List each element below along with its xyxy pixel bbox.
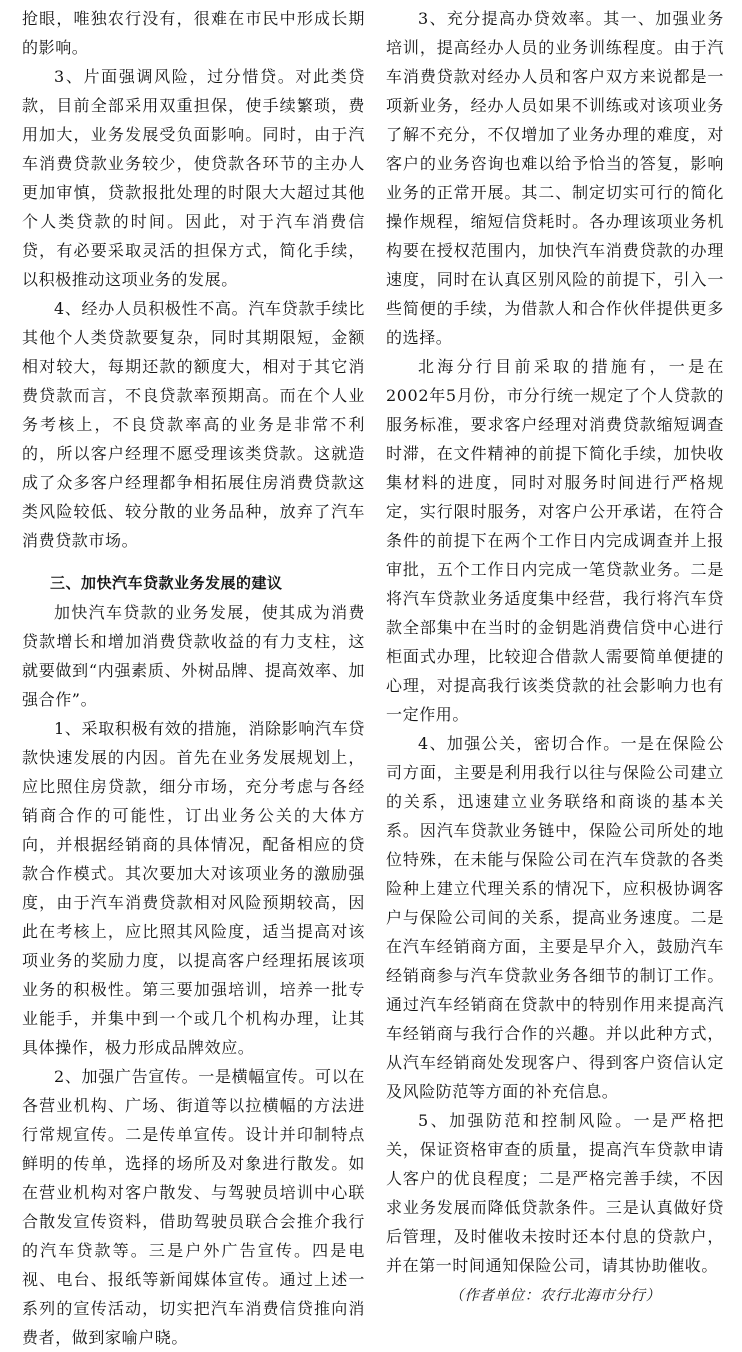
right-column (386, 4, 724, 1311)
section-heading-suggestions: 三、加快汽车贷款业务发展的建议 (50, 574, 283, 592)
paragraph-measure-5-risk-control: 5、加强防范和控制风险。一是严格把关，保证资格审查的质量，提高汽车贷款申请人客户的优良程度；二是严格完善手续，不因求业务发展而降低贷款条件。三是认真做好贷后管理，及时催收未按时还本付息的贷款户，并在第一时间通知保险公司，请其协助催收。 (386, 1111, 724, 1275)
paragraph-point-4-staff: 4、经办人员积极性不高。汽车贷款手续比其他个人类贷款要复杂，同时其期限短，金额相对较大，每期还款的额度大，相对于其它消费贷款而言，不良贷款率预期高。而在个人业务考核上，不良贷款率高的业务是非常不利的，所以客户经理不愿受理该类贷款。这就造成了众多客户经理都争相拓展住房消费贷款这类风险较低、较分散的业务品种，放弃了汽车消费贷款市场。 (22, 299, 365, 550)
paragraph-suggestions-intro: 加快汽车贷款的业务发展，使其成为消费贷款增长和增加消费贷款收益的有力支柱，这就要做到“内强素质、外树品牌、提高效率、加强合作”。 (22, 603, 365, 709)
paragraph-point-3-risk: 3、片面强调风险，过分惜贷。对此类贷款，目前全部采用双重担保，使手续繁琐，费用加大，业务发展受负面影响。同时，由于汽车消费贷款业务较少，使贷款各环节的主办人更加审慎，贷款报批处理的时限大大超过其他个人类贷款的时间。因此，对于汽车消费信贷，有必要采取灵活的担保方式，简化手续，以积极推动这项业务的发展。 (22, 67, 365, 289)
paragraph-continuation: 抢眼，唯独农行没有，很难在市民中形成长期的影响。 (22, 9, 365, 57)
paragraph-measure-2-advertising: 2、加强广告宣传。一是横幅宣传。可以在各营业机构、广场、街道等以拉横幅的方法进行常规宣传。二是传单宣传。设计并印制特点鲜明的传单，选择的场所及对象进行散发。如在营业机构对客户散发、与驾驶员培训中心联合散发宣传资料，借助驾驶员联合会推介我行的汽车贷款等。三是户外广告宣传。四是电视、电台、报纸等新闻媒体宣传。通过上述一系列的宣传活动，切实把汽车消费信贷推向消费者，做到家喻户晓。 (22, 1067, 365, 1347)
paragraph-measure-1: 1、采取积极有效的措施，消除影响汽车贷款快速发展的内因。首先在业务发展规划上，应比照住房贷款，细分市场，充分考虑与各经销商合作的可能性，订出业务公关的大体方向，并根据经销商的具体情况，配备相应的贷款合作模式。其次要加大对该项业务的激励强度，由于汽车消费贷款相对风险预期较高，因此在考核上，应比照其风险度，适当提高对该项业务的奖励力度，以提高客户经理拓展该项业务的积极性。第三要加强培训，培养一批专业能手，并集中到一个或几个机构办理，让其具体操作，极力形成品牌效应。 (22, 719, 365, 1057)
left-column (22, 4, 365, 1352)
author-affiliation: （作者单位：农行北海市分行） (449, 1288, 661, 1304)
paragraph-measure-3-efficiency: 3、充分提高办贷效率。其一、加强业务培训，提高经办人员的业务训练程度。由于汽车消费贷款对经办人员和客户双方来说都是一项新业务，经办人员如果不训练或对该项业务了解不充分，不仅增加了业务办理的难度，对客户的业务咨询也难以给予恰当的答复，影响业务的正常开展。其二、制定切实可行的简化操作规程，缩短信贷耗时。各办理该项业务机构要在授权范围内，加快汽车消费贷款的办理速度，同时在认真区别风险的前提下，引入一些简便的手续，为借款人和合作伙伴提供更多的选择。 (386, 9, 724, 347)
paragraph-measure-4-cooperation: 4、加强公关，密切合作。一是在保险公司方面，主要是利用我行以往与保险公司建立的关系，迅速建立业务联络和商谈的基本关系。因汽车贷款业务链中，保险公司所处的地位特殊，在未能与保险公司在汽车贷款的各类险种上建立代理关系的情况下，应积极协调客户与保险公司间的关系，提高业务速度。二是在汽车经销商方面，主要是早介入，鼓励汽车经销商参与汽车贷款业务各细节的制订工作。通过汽车经销商在贷款中的特别作用来提高汽车经销商与我行合作的兴趣。并以此种方式，从汽车经销商处发现客户、得到客户资信认定及风险防范等方面的补充信息。 (386, 734, 724, 1101)
paragraph-beihai-measures: 北海分行目前采取的措施有，一是在2002年5月份，市分行统一规定了个人贷款的服务标准，要求客户经理对消费贷款缩短调查时滞，在文件精神的前提下简化手续，加快收集材料的进度，同时对服务时间进行严格规定，实行限时服务，对客户公开承诺，在符合条件的前提下在两个工作日内完成调查并上报审批，五个工作日内完成一笔贷款业务。二是将汽车贷款业务适度集中经营，我行将汽车贷款全部集中在当时的金钥匙消费信贷中心进行柜面式办理，比较迎合借款人需要简单便捷的心理，对提高我行该类贷款的社会影响力也有一定作用。 (386, 357, 724, 724)
